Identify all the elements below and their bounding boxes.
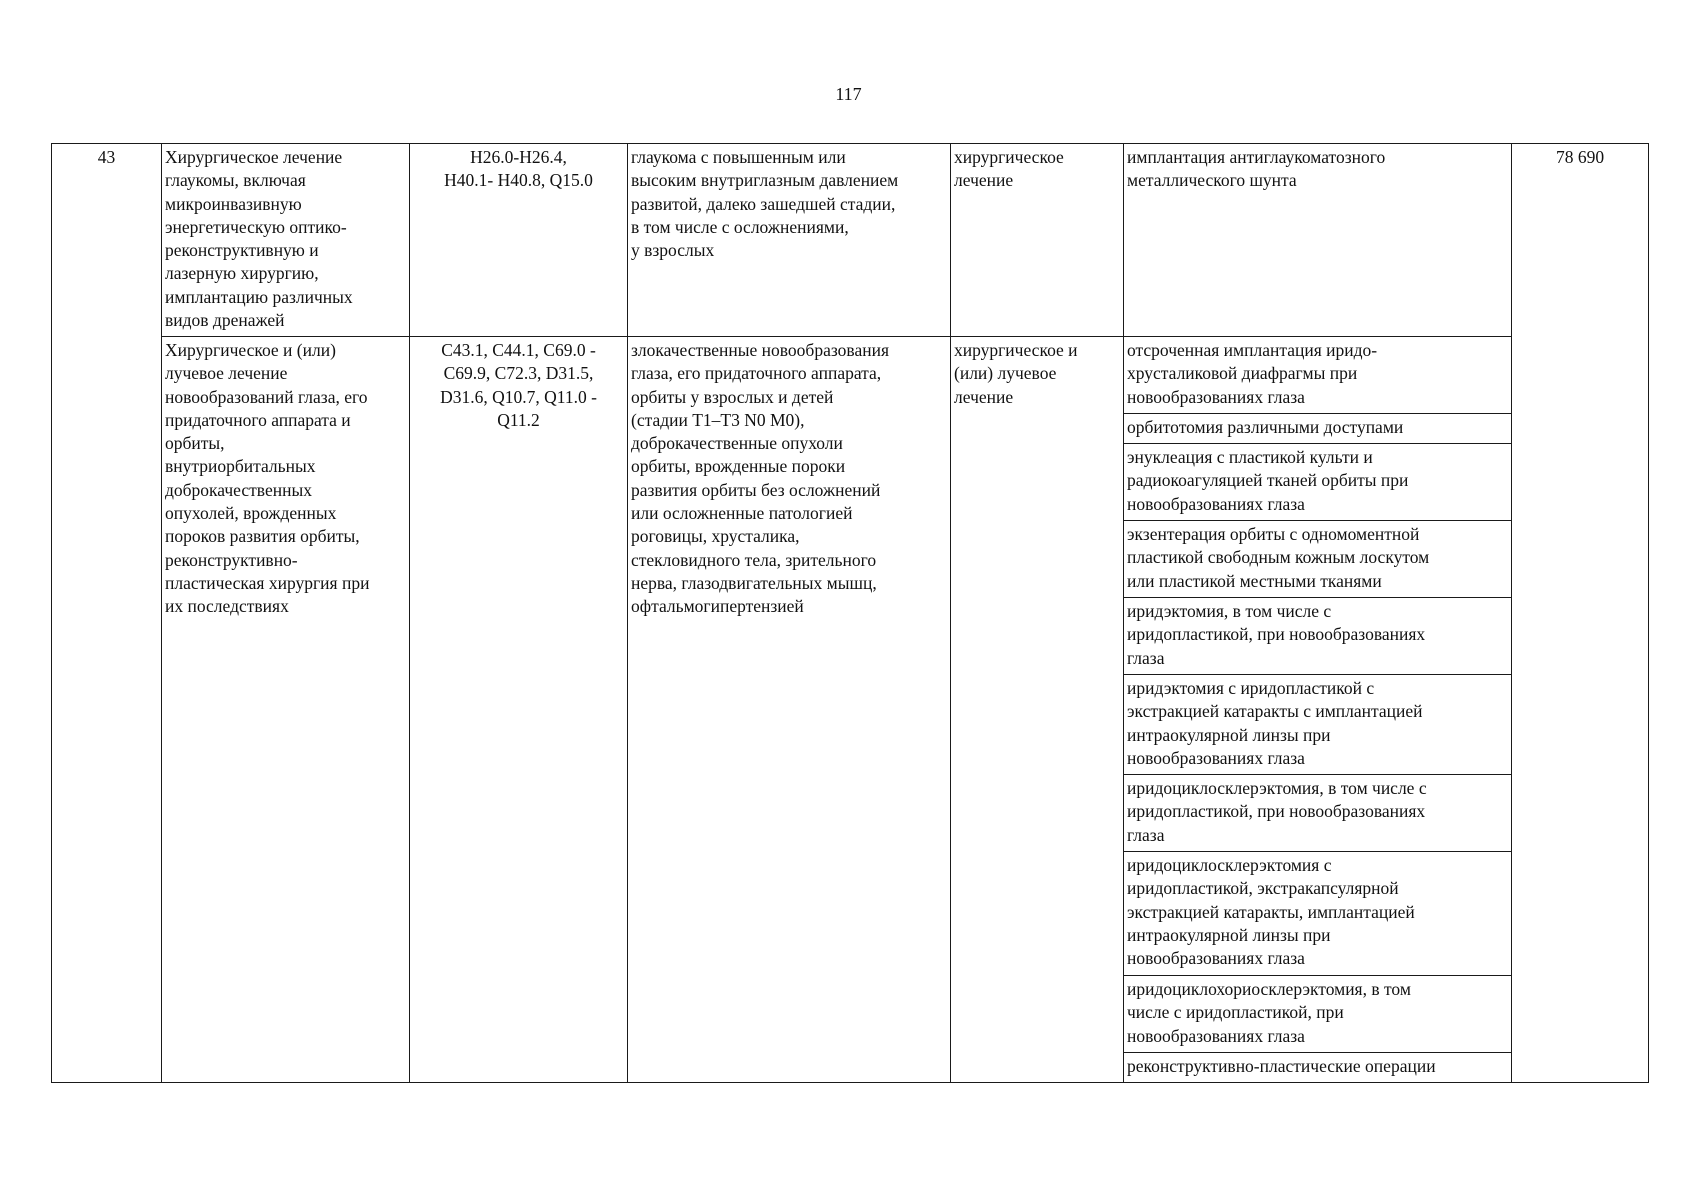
treatment-method-cell: отсроченная имплантация иридо- хрусталиковой диафрагмы при новообразованиях глаза <box>1124 337 1512 414</box>
treatment-method-cell: имплантация антиглаукоматозного металлического шунта <box>1124 144 1512 337</box>
services-table <box>51 143 1649 1083</box>
row-number-cell: 43 <box>52 144 162 1083</box>
service-name-cell: Хирургическое и (или) лучевое лечение новообразований глаза, его придаточного аппарата и орбиты, внутриорбитальных доброкачественных опухолей, врожденных пороков развития орбиты, реконструктивно- пластическая хирургия при их последствиях <box>162 337 410 1083</box>
treatment-method-cell: иридоциклохориосклерэктомия, в том числе с иридопластикой, при новообразованиях глаза <box>1124 976 1512 1053</box>
treatment-method-cell: орбитотомия различными доступами <box>1124 414 1512 444</box>
treatment-method-cell: иридэктомия с иридопластикой с экстракцией катаракты с имплантацией интраокулярной линзы при новообразованиях глаза <box>1124 675 1512 775</box>
treatment-type-cell: хирургическое лечение <box>951 144 1124 337</box>
patient-model-cell: злокачественные новообразования глаза, его придаточного аппарата, орбиты у взрослых и детей (стадии T1–T3 N0 M0), доброкачественные опухоли орбиты, врожденные пороки развития орбиты без осложнений или осложненные патологией роговицы, хрусталика, стекловидного тела, зрительного нерва, глазодвигательных мышц, офтальмогипертензией <box>628 337 951 1083</box>
icd-codes-cell: C43.1, C44.1, C69.0 - C69.9, C72.3, D31.5, D31.6, Q10.7, Q11.0 - Q11.2 <box>410 337 628 1083</box>
table-row-glaucoma <box>52 144 1649 337</box>
service-name-cell: Хирургическое лечение глаукомы, включая микроинвазивную энергетическую оптико- реконструктивную и лазерную хирургию, имплантацию различных видов дренажей <box>162 144 410 337</box>
table-row-eye-neoplasm <box>52 337 1649 414</box>
treatment-type-cell: хирургическое и (или) лучевое лечение <box>951 337 1124 1083</box>
page-number: 117 <box>835 84 862 104</box>
price-cell: 78 690 <box>1512 144 1649 1083</box>
treatment-method-cell: иридоциклосклерэктомия с иридопластикой, экстракапсулярной экстракцией катаракты, имплантацией интраокулярной линзы при новообразованиях глаза <box>1124 852 1512 976</box>
treatment-method-cell: реконструктивно-пластические операции <box>1124 1053 1512 1083</box>
patient-model-cell: глаукома с повышенным или высоким внутриглазным давлением развитой, далеко зашедшей стадии, в том числе с осложнениями, у взрослых <box>628 144 951 337</box>
treatment-method-cell: иридоциклосклерэктомия, в том числе с иридопластикой, при новообразованиях глаза <box>1124 775 1512 852</box>
treatment-method-cell: иридэктомия, в том числе с иридопластикой, при новообразованиях глаза <box>1124 598 1512 675</box>
icd-codes-cell: H26.0-H26.4, H40.1- H40.8, Q15.0 <box>410 144 628 337</box>
treatment-method-cell: энуклеация с пластикой культи и радиокоагуляцией тканей орбиты при новообразованиях глаза <box>1124 444 1512 521</box>
treatment-method-cell: экзентерация орбиты с одномоментной пластикой свободным кожным лоскутом или пластикой местными тканями <box>1124 521 1512 598</box>
